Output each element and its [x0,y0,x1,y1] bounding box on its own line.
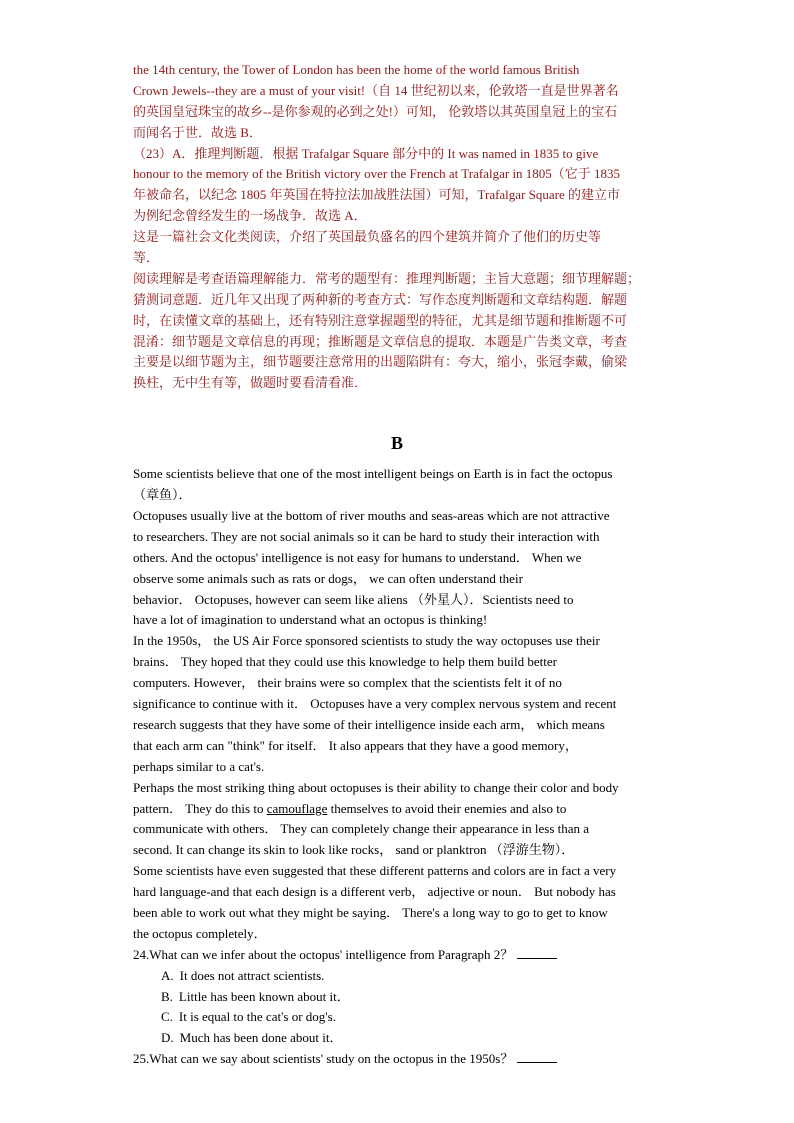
answer-line: the 14th century, the Tower of London has been the home of the world famous British [133,62,580,77]
answer-line: 这是一篇社会文化类阅读，介绍了英国最负盛名的四个建筑并简介了他们的历史等 [133,229,602,245]
passage-line: others. And the octopus' intelligence is not easy for humans to understand． When we [133,549,582,565]
answer-line: 时，在读懂文章的基础上，还有特别注意掌握题型的特征，尤其是细节题和推断题不可 [133,312,628,328]
answer-line: 混淆：细节题是文章信息的再现；推断题是文章信息的提取．本题是广告类文章，考查 [133,333,628,349]
passage-line: Some scientists believe that one of the most intelligent beings on Earth is in fact the octopus [133,466,613,482]
passage-line-camouflage [133,799,661,820]
answer-line: honour to the memory of the British victory over the French at Trafalgar in 1805（它于 1835 [133,166,621,182]
passage-line: behavior． Octopuses, however can seem like aliens （外星人）．Scientists need to [133,591,574,607]
passage-line: Octopuses usually live at the bottom of river mouths and seas-areas which are not attractive [133,508,610,524]
option-a[interactable]: A. It does not attract scientists. [161,967,325,983]
answer-line: 而闻名于世．故选 B． [133,124,262,140]
passage-line: hard language-and that each design is a different verb， adjective or noun． But nobody has [133,884,616,900]
answer-line: 猜测词意题．近几年又出现了两种新的考查方式：写作态度判断题和文章结构题．解题 [133,291,628,307]
passage-line: brains． They hoped that they could use this knowledge to help them build better [133,654,557,670]
section-title: B [390,433,403,454]
answer-line: Crown Jewels--they are a must of your visit!（自 14 世纪初以来，伦敦塔一直是世界著名 [133,82,619,98]
passage-text: pattern． They do this to [133,800,267,816]
question-25 [133,1049,661,1070]
reading-passage [133,464,661,944]
answer-explanation-section [133,60,661,394]
passage-line: communicate with others． They can completely change their appearance in less than a [133,821,590,837]
passage-line: been able to work out what they might be saying． There's a long way to go to get to know [133,904,608,920]
passage-line: （章鱼）． [133,487,192,503]
passage-text: themselves to avoid their enemies and also to [327,800,567,816]
question-24 [133,945,661,966]
passage-line: significance to continue with it． Octopuses have a very complex nervous system and recent [133,696,617,712]
answer-blank[interactable] [517,1050,557,1063]
question-stem: 24.What can we infer about the octopus' intelligence from Paragraph 2？ [133,946,514,962]
option-b[interactable]: B. Little has been known about it． [161,988,350,1004]
question-stem: 25.What can we say about scientists' study on the octopus in the 1950s？ [133,1051,514,1067]
option-c[interactable]: C. It is equal to the cat's or dog's. [161,1009,336,1025]
underlined-word: camouflage [266,800,328,816]
document-page [133,60,661,1070]
answer-line: 换柱，无中生有等，做题时要看清看准． [133,375,368,391]
passage-line: second. It can change its skin to look like rocks， sand or planktron （浮游生物）． [133,842,575,858]
passage-line: have a lot of imagination to understand what an octopus is thinking! [133,612,488,628]
questions [133,945,661,1070]
answer-line: （23）A．推理判断题．根据 Trafalgar Square 部分中的 It was named in 1835 to give [133,145,599,161]
answer-line: 年被命名，以纪念 1805 年英国在特拉法加战胜法国）可知，Trafalgar Square 的建立市 [133,187,620,203]
passage-line: observe some animals such as rats or dogs， we can often understand their [133,570,523,586]
answer-line: 为例纪念曾经发生的一场战争．故选 A． [133,208,367,224]
passage-line: to researchers. They are not social animals so it can be hard to study their interaction with [133,528,600,544]
answer-line: 阅读理解是考查语篇理解能力．常考的题型有：推理判断题；主旨大意题；细节理解题； [133,270,641,286]
answer-line: 等． [133,250,160,266]
passage-line: research suggests that they have some of their intelligence inside each arm， which means [133,716,605,732]
answer-line: 主要是以细节题为主，细节题要注意常用的出题陷阱有：夸大，缩小，张冠李戴，偷梁 [133,354,628,370]
passage-line: Some scientists have even suggested that these different patterns and colors are in fact a very [133,863,617,879]
passage-line: that each arm can "think" for itself． It also appears that they have a good memory， [133,737,578,753]
answer-line: 的英国皇冠珠宝的故乡--是你参观的必到之处!）可知， 伦敦塔以其英国皇冠上的宝石 [133,103,618,119]
passage-line: perhaps similar to a cat's. [133,758,265,774]
passage-line: In the 1950s， the US Air Force sponsored scientists to study the way octopuses use their [133,633,600,649]
passage-line: the octopus completely． [133,925,267,941]
passage-line: computers. However， their brains were so complex that the scientists felt it of no [133,675,562,691]
passage-line: Perhaps the most striking thing about octopuses is their ability to change their color and body [133,779,619,795]
option-d[interactable]: D. Much has been done about it． [161,1030,343,1046]
answer-blank[interactable] [517,946,557,959]
